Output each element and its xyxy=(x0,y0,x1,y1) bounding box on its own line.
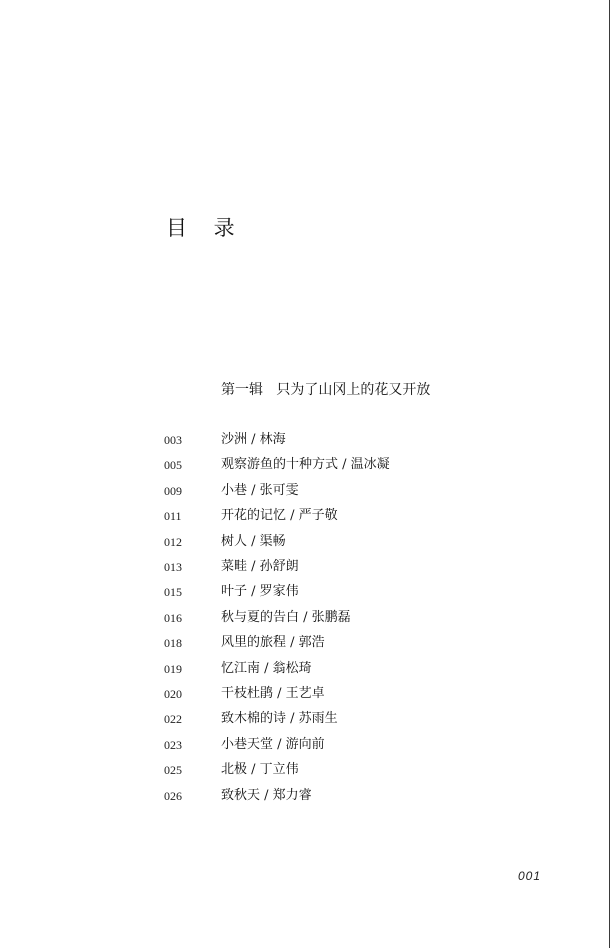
entry-page-number: 015 xyxy=(164,585,182,600)
toc-entry xyxy=(0,582,611,602)
entry-title-author: 致木棉的诗 / 苏雨生 xyxy=(221,711,338,727)
entry-page-number: 005 xyxy=(164,458,182,473)
toc-entry xyxy=(0,709,611,729)
entry-title-author: 干枝杜鹃 / 王艺卓 xyxy=(221,686,325,701)
entry-page-number: 025 xyxy=(164,763,182,778)
toc-entry xyxy=(0,684,611,704)
toc-entry xyxy=(0,786,611,806)
toc-entry xyxy=(0,481,611,501)
toc-entry xyxy=(0,430,611,450)
toc-entry xyxy=(0,532,611,552)
entry-title-author: 开花的记忆 / 严子敬 xyxy=(221,508,338,524)
toc-entry xyxy=(0,455,611,475)
entry-page-number: 016 xyxy=(164,610,182,625)
entry-title-author: 沙洲 / 林海 xyxy=(221,432,286,447)
entry-page-number: 018 xyxy=(164,636,182,651)
entry-title-author: 致秋天 / 郑力睿 xyxy=(221,787,312,803)
entry-page-number: 023 xyxy=(164,737,182,752)
entry-page-number: 019 xyxy=(164,661,182,676)
entry-page-number: 026 xyxy=(164,788,182,803)
entry-title-author: 树人 / 渠畅 xyxy=(221,533,286,549)
section-heading: 第一辑 只为了山冈上的花又开放 xyxy=(221,382,431,398)
entry-title-author: 秋与夏的告白 / 张鹏磊 xyxy=(221,609,351,625)
entry-page-number: 009 xyxy=(164,483,182,498)
entry-page-number: 013 xyxy=(164,560,182,574)
entry-page-number: 011 xyxy=(164,509,182,524)
entry-page-number: 020 xyxy=(164,687,182,701)
entry-page-number: 022 xyxy=(164,712,182,727)
entry-title-author: 叶子 / 罗家伟 xyxy=(221,584,299,600)
entry-title-author: 忆江南 / 翁松琦 xyxy=(221,660,312,676)
entry-page-number: 003 xyxy=(164,433,182,447)
page-folio-number: 001 xyxy=(518,869,542,883)
toc-entry xyxy=(0,633,611,653)
entry-title-author: 小巷天堂 / 游向前 xyxy=(221,736,325,752)
toc-entry xyxy=(0,506,611,526)
toc-entry xyxy=(0,735,611,755)
toc-entry xyxy=(0,659,611,679)
toc-entry xyxy=(0,608,611,628)
entry-page-number: 012 xyxy=(164,534,182,549)
toc-entry xyxy=(0,557,611,577)
entry-title-author: 小巷 / 张可雯 xyxy=(221,482,299,498)
toc-heading: 目 录 xyxy=(166,216,245,240)
entry-title-author: 菜畦 / 孙舒朗 xyxy=(221,559,299,574)
entry-title-author: 风里的旅程 / 郭浩 xyxy=(221,635,325,651)
toc-entry xyxy=(0,760,611,780)
entry-title-author: 北极 / 丁立伟 xyxy=(221,762,299,778)
entry-title-author: 观察游鱼的十种方式 / 温冰凝 xyxy=(221,457,390,473)
